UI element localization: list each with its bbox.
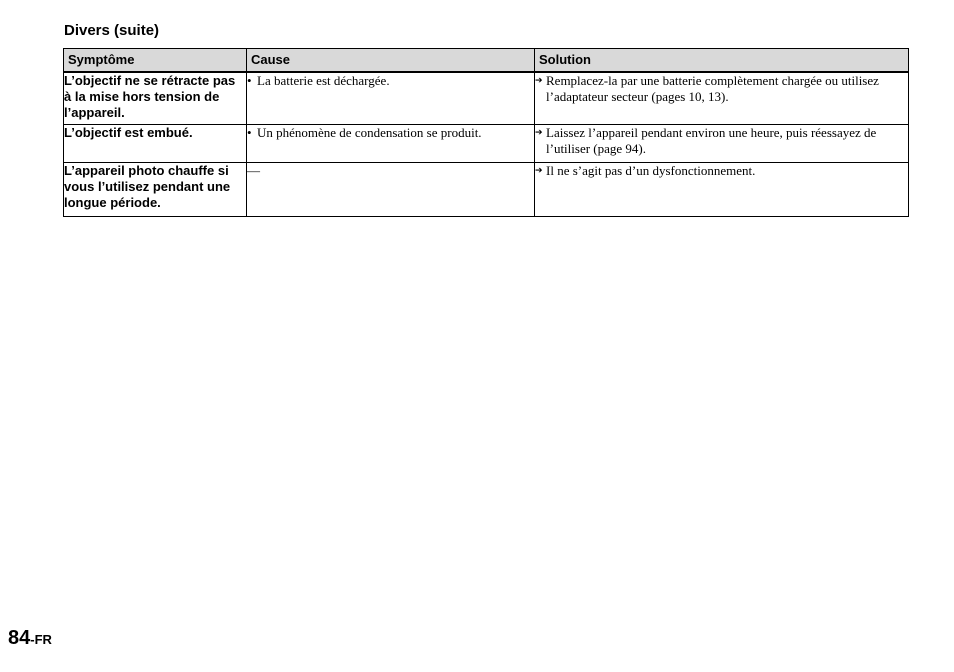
solution-cell — [535, 163, 909, 217]
solution-text: Remplacez-la par une batterie complètement chargée ou utilisez l’adaptateur secteur (pages 10, 13). — [546, 72, 879, 104]
solution-cell — [535, 72, 909, 125]
page-number — [8, 627, 52, 651]
solution-cell — [535, 125, 909, 163]
troubleshooting-table — [63, 48, 909, 217]
column-header-solution: Solution — [535, 49, 909, 72]
symptom-cell: L’appareil photo chauffe si vous l’utilisez pendant une longue période. — [64, 163, 247, 217]
arrow-right-icon: ➔ — [535, 166, 543, 176]
table-row — [64, 163, 909, 217]
symptom-cell: L’objectif ne se rétracte pas à la mise hors tension de l’appareil. — [64, 72, 247, 125]
table-row — [64, 125, 909, 163]
cause-cell — [247, 125, 535, 163]
section-title: Divers (suite) — [64, 22, 160, 39]
solution-text: Laissez l’appareil pendant environ une heure, puis réessayez de l’utiliser (page 94). — [546, 125, 877, 156]
bullet-icon: • — [247, 125, 252, 140]
cause-text: Un phénomène de condensation se produit. — [257, 125, 482, 140]
arrow-right-icon: ➔ — [535, 128, 543, 138]
symptom-cell: L’objectif est embué. — [64, 125, 247, 163]
table-row — [64, 72, 909, 125]
solution-text: Il ne s’agit pas d’un dysfonctionnement. — [546, 163, 756, 178]
cause-cell — [247, 163, 535, 217]
bullet-icon: • — [247, 72, 252, 88]
cause-text: La batterie est déchargée. — [257, 72, 390, 88]
column-header-symptom: Symptôme — [64, 49, 247, 72]
arrow-right-icon: ➔ — [535, 75, 543, 86]
cause-text: — — [247, 163, 260, 178]
page-number-suffix: -FR — [30, 632, 52, 647]
page-number-value: 84 — [8, 627, 31, 649]
table-header-row — [64, 49, 909, 72]
column-header-cause: Cause — [247, 49, 535, 72]
cause-cell — [247, 72, 535, 125]
